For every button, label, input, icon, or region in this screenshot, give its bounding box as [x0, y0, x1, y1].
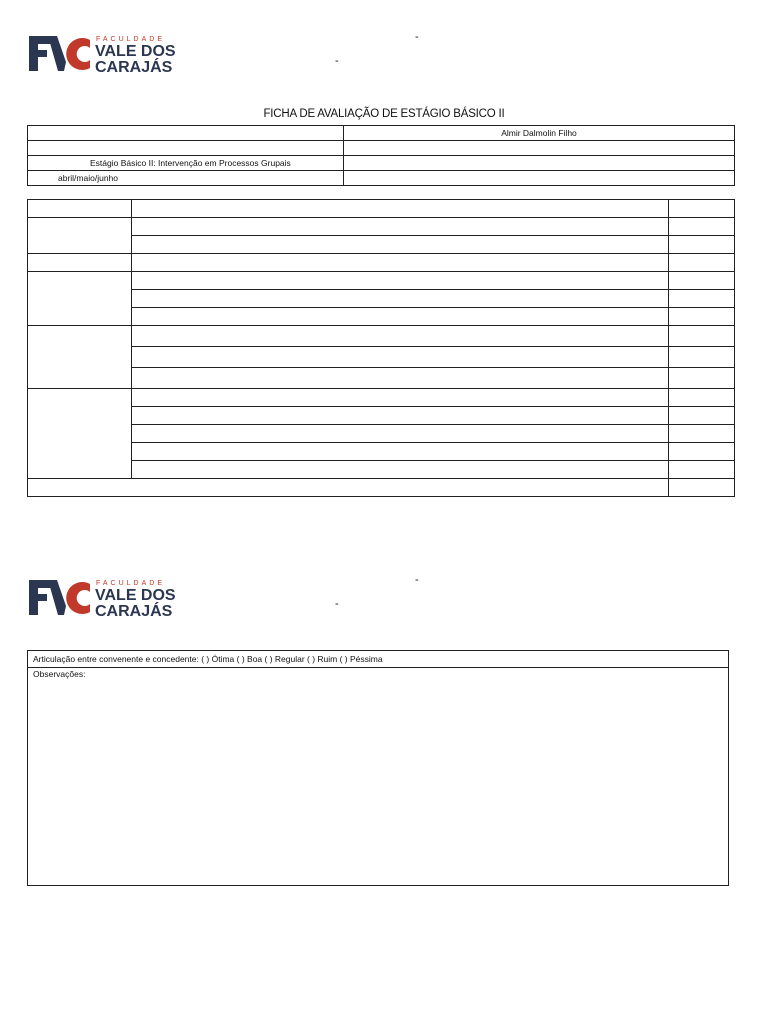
- form-title: FICHA DE AVALIAÇÃO DE ESTÁGIO BÁSICO II: [263, 108, 505, 120]
- header-mark-1: -: [415, 31, 419, 43]
- info-cell-left: [28, 141, 344, 156]
- item-cell: [132, 272, 669, 290]
- item-cell: [132, 461, 669, 479]
- criteria-cell: [28, 326, 132, 389]
- logo-top-text: FACULDADE: [96, 580, 166, 587]
- score-cell[interactable]: [669, 389, 735, 407]
- info-row: [28, 156, 735, 171]
- table-row: [28, 236, 735, 254]
- total-label-cell: [28, 479, 669, 497]
- score-cell[interactable]: [669, 308, 735, 326]
- period-value: abril/maio/junho: [28, 171, 344, 186]
- item-cell: [132, 200, 669, 218]
- score-cell[interactable]: [669, 254, 735, 272]
- item-cell: [132, 407, 669, 425]
- logo-line1: VALE DOS: [95, 43, 176, 60]
- criteria-cell: [28, 272, 132, 326]
- info-row: [28, 141, 735, 156]
- item-cell: [132, 308, 669, 326]
- score-cell[interactable]: [669, 290, 735, 308]
- score-cell[interactable]: [669, 218, 735, 236]
- logo-line2: CARAJÁS: [95, 59, 173, 76]
- criteria-cell: [28, 218, 132, 254]
- criteria-cell: [28, 254, 132, 272]
- table-row: [28, 461, 735, 479]
- item-cell: [132, 236, 669, 254]
- info-cell-right: [344, 141, 735, 156]
- logo-line1: VALE DOS: [95, 587, 176, 604]
- table-row: [28, 407, 735, 425]
- course-name: Estágio Básico II: Intervenção em Processos Grupais: [28, 156, 344, 171]
- college-logo-2: [28, 576, 188, 620]
- table-row: [28, 326, 735, 347]
- score-cell[interactable]: [669, 368, 735, 389]
- score-cell[interactable]: [669, 200, 735, 218]
- articulation-rating[interactable]: Articulação entre convenente e concedente: ( ) Ótima ( ) Boa ( ) Regular ( ) Ruim ( ) Péssima: [28, 651, 728, 668]
- college-logo: [28, 32, 188, 76]
- score-cell[interactable]: [669, 425, 735, 443]
- score-cell[interactable]: [669, 407, 735, 425]
- table-row: [28, 308, 735, 326]
- score-cell[interactable]: [669, 326, 735, 347]
- item-cell: [132, 326, 669, 347]
- score-cell[interactable]: [669, 461, 735, 479]
- item-cell: [132, 425, 669, 443]
- supervisor-name: Almir Dalmolin Filho: [344, 126, 735, 141]
- table-row: [28, 389, 735, 407]
- table-row: [28, 200, 735, 218]
- info-cell-left: [28, 126, 344, 141]
- observations-label: Observações:: [33, 669, 86, 679]
- score-cell[interactable]: [669, 443, 735, 461]
- table-row: [28, 347, 735, 368]
- criteria-cell: [28, 389, 132, 479]
- total-score-cell[interactable]: [669, 479, 735, 497]
- logo-top-text: FACULDADE: [96, 36, 166, 43]
- info-row: [28, 126, 735, 141]
- item-cell: [132, 368, 669, 389]
- item-cell: [132, 389, 669, 407]
- score-cell[interactable]: [669, 272, 735, 290]
- table-row: [28, 290, 735, 308]
- observations-box: [27, 650, 729, 886]
- info-table: [27, 125, 735, 186]
- criteria-cell: [28, 200, 132, 218]
- header-mark-4: -: [335, 598, 339, 610]
- table-row-total: [28, 479, 735, 497]
- info-row: [28, 171, 735, 186]
- info-cell-right: [344, 171, 735, 186]
- item-cell: [132, 254, 669, 272]
- item-cell: [132, 218, 669, 236]
- info-cell-right: [344, 156, 735, 171]
- score-cell[interactable]: [669, 347, 735, 368]
- table-row: [28, 443, 735, 461]
- logo-line2: CARAJÁS: [95, 603, 173, 620]
- evaluation-table: [27, 199, 735, 497]
- table-row: [28, 425, 735, 443]
- header-mark-3: -: [415, 574, 419, 586]
- header-mark-2: -: [335, 55, 339, 67]
- table-row: [28, 272, 735, 290]
- table-row: [28, 218, 735, 236]
- item-cell: [132, 347, 669, 368]
- table-row: [28, 254, 735, 272]
- table-row: [28, 368, 735, 389]
- item-cell: [132, 290, 669, 308]
- item-cell: [132, 443, 669, 461]
- score-cell[interactable]: [669, 236, 735, 254]
